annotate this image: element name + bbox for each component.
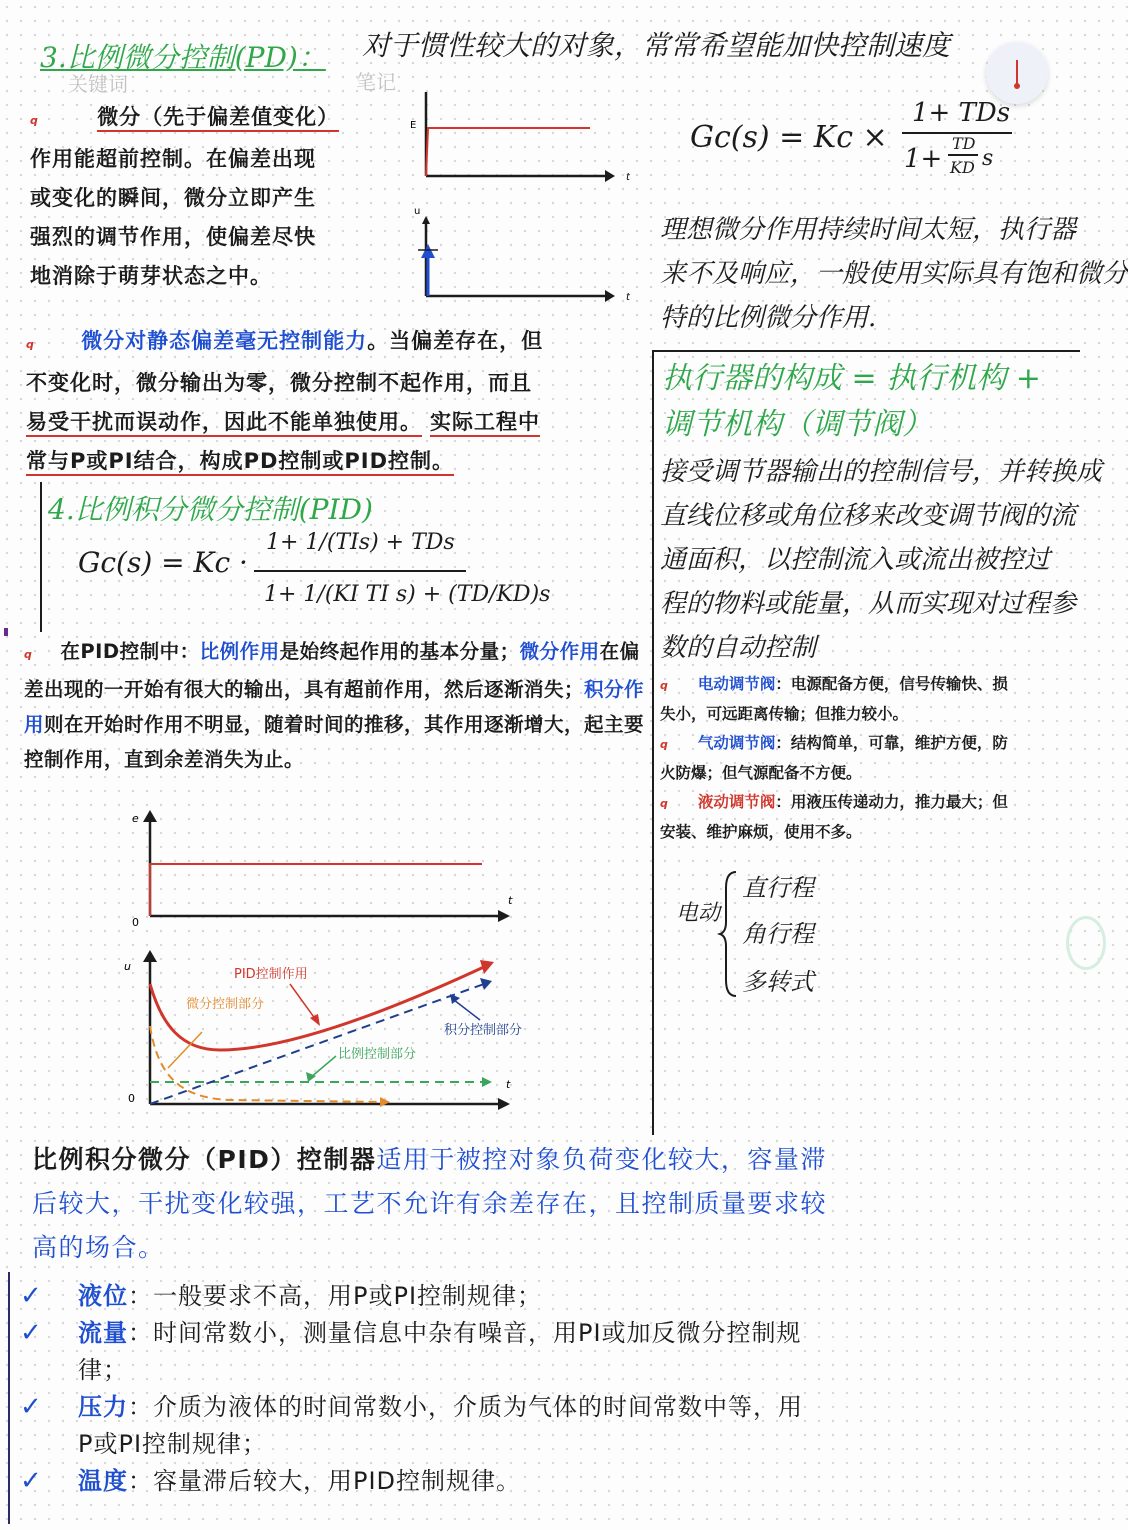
pd-formula-den-frac-den: KD bbox=[950, 158, 975, 177]
derivative-line-3: 强烈的调节作用，使偏差尽快 bbox=[30, 225, 316, 249]
valve-hydraulic-desc-1: ：用液压传递动力，推力最大；但 bbox=[775, 793, 1008, 811]
pd-note-line-3: 特的比例微分作用. bbox=[660, 303, 877, 333]
rec-key-temperature: 温度 bbox=[78, 1467, 128, 1495]
rec-text-pressure: ：介质为液体的时间常数小，介质为气体的时间常数中等，用P或PI控制规律； bbox=[78, 1393, 803, 1458]
chart-pid-label: PID控制作用 bbox=[234, 967, 308, 982]
column-divider bbox=[652, 350, 654, 1135]
actuator-title-line-2: 调节机构（调节阀） bbox=[662, 407, 932, 442]
pid-formula-numerator: 1+ 1/(TIs) + TDs bbox=[266, 530, 455, 555]
pid-desc-derivative: 微分作用 bbox=[519, 640, 600, 663]
chart-zero-label-bottom: 0 bbox=[128, 1092, 135, 1105]
pid-response-chart bbox=[110, 806, 580, 1118]
actuator-desc-line-3: 通面积，以控制流入或流出被控过 bbox=[660, 545, 1051, 575]
pd-inner-fraction-bar bbox=[948, 154, 978, 156]
bullet-marker: q bbox=[30, 114, 39, 127]
recommendation-item bbox=[20, 1278, 810, 1315]
graph-u-label: u bbox=[414, 206, 421, 217]
check-icon: ✓ bbox=[20, 1318, 43, 1348]
pd-formula-den-b: s bbox=[982, 146, 994, 171]
static-error-line-2: 不变化时，微分输出为零，微分控制不起作用，而且 bbox=[26, 371, 532, 395]
pd-formula-den-frac-num: TD bbox=[952, 134, 976, 153]
pid-desc-proportional: 比例作用 bbox=[199, 640, 280, 663]
actuator-desc-line-1: 接受调节器输出的控制信号，并转换成 bbox=[660, 457, 1103, 487]
stroke-group-label: 电动 bbox=[676, 901, 721, 926]
static-error-highlight: 微分对静态偏差毫无控制能力 bbox=[81, 329, 368, 353]
pid-summary-subject: 比例积分微分（PID）控制器 bbox=[32, 1145, 377, 1174]
edge-scroll-handle[interactable] bbox=[1066, 916, 1106, 970]
brace-icon bbox=[718, 868, 740, 1000]
chart-t-label-top: t bbox=[508, 894, 513, 907]
pid-formula-denominator: 1+ 1/(KI TI s) + (TD/KD)s bbox=[264, 582, 551, 607]
stroke-type-linear: 直行程 bbox=[742, 874, 814, 902]
stroke-types bbox=[676, 866, 876, 1006]
pd-note bbox=[660, 208, 1128, 340]
valve-list bbox=[660, 670, 1080, 847]
check-icon: ✓ bbox=[20, 1281, 43, 1311]
recommendation-item bbox=[20, 1463, 810, 1500]
chart-u-label: u bbox=[124, 960, 131, 973]
recommendation-item bbox=[20, 1315, 810, 1389]
pd-formula bbox=[690, 98, 1050, 194]
derivative-block bbox=[30, 98, 390, 296]
graph-t-label-bottom: t bbox=[626, 292, 630, 303]
chart-zero-label-top: 0 bbox=[132, 916, 139, 929]
recommendation-list bbox=[20, 1278, 810, 1500]
valve-pneumatic-name: 气动调节阀 bbox=[697, 734, 776, 752]
valve-electric-name: 电动调节阀 bbox=[697, 675, 776, 693]
graph-t-label-top: t bbox=[626, 172, 630, 183]
actuator-desc bbox=[660, 450, 1103, 670]
valve-pneumatic-desc-1: ：结构简单，可靠，维护方便，防 bbox=[775, 734, 1008, 752]
pid-summary-applicability: 适用于被控对象负荷变化较大，容量滞后较大，干扰变化较强，工艺不允许有余差存在，且控制质量要求较高的场合。 bbox=[32, 1145, 828, 1262]
pen-icon bbox=[986, 42, 1048, 104]
margin-mark bbox=[4, 628, 8, 636]
chart-integral-label: 积分控制部分 bbox=[444, 1023, 523, 1038]
stroke-type-multiturn: 多转式 bbox=[742, 968, 814, 996]
pd-note-line-2: 来不及响应，一般使用实际具有饱和微分 bbox=[660, 259, 1128, 289]
bullet-marker: q bbox=[660, 797, 668, 810]
check-icon: ✓ bbox=[20, 1466, 43, 1496]
bullet-marker: q bbox=[660, 738, 668, 751]
valve-electric-desc-2: 失小，可远距离传输；但推力较小。 bbox=[660, 705, 909, 723]
actuator-title bbox=[662, 356, 1080, 448]
chart-t-label-bottom: t bbox=[506, 1078, 511, 1091]
pd-formula-den-a: 1+ bbox=[904, 144, 943, 174]
faint-note-label: 笔记 bbox=[356, 70, 396, 94]
recommendation-item bbox=[20, 1389, 810, 1463]
static-error-line-3b: 实际工程中 bbox=[430, 410, 540, 437]
valve-hydraulic-desc-2: 安装、维护麻烦，使用不多。 bbox=[660, 823, 862, 841]
pid-description bbox=[24, 634, 652, 777]
valve-pneumatic-desc-2: 火防爆；但气源配备不方便。 bbox=[660, 764, 862, 782]
graph-e-label: E bbox=[410, 120, 417, 131]
pid-fraction-bar bbox=[254, 570, 466, 572]
static-error-line-4: 常与P或PI结合，构成PD控制或PID控制。 bbox=[26, 449, 454, 476]
derivative-line-1: 作用能超前控制。在偏差出现 bbox=[30, 147, 316, 171]
bullet-marker: q bbox=[26, 338, 35, 351]
rec-key-flow: 流量 bbox=[78, 1319, 128, 1347]
actuator-desc-line-2: 直线位移或角位移来改变调节阀的流 bbox=[660, 501, 1077, 531]
pid-formula-lhs: Gc(s) = Kc · bbox=[78, 546, 248, 579]
pid-desc-part-e: 则在开始时作用不明显，随着时间的推移，其作用逐渐增大，起主要控制作用，直到余差消失为止。 bbox=[24, 713, 645, 771]
rec-text-flow: ：时间常数小，测量信息中杂有噪音，用PI或加反微分控制规律； bbox=[78, 1319, 802, 1384]
recommend-left-rule bbox=[8, 1272, 10, 1524]
rec-text-level: ：一般要求不高，用P或PI控制规律； bbox=[128, 1282, 543, 1310]
rec-key-pressure: 压力 bbox=[78, 1393, 128, 1421]
derivative-line-4: 地消除于萌芽状态之中。 bbox=[30, 264, 272, 288]
actuator-top-rule bbox=[652, 350, 1080, 352]
pid-desc-intro: 在PID控制中： bbox=[60, 640, 200, 663]
static-error-line-1: 。当偏差存在，但 bbox=[367, 329, 544, 353]
bullet-marker: q bbox=[660, 679, 668, 692]
pid-desc-integral: 积分作用 bbox=[24, 678, 645, 736]
pid-desc-part-c: 在偏差出现的一开始有很大的输出，具有超前作用，然后逐渐消失； bbox=[24, 640, 640, 701]
section3-note: 对于惯性较大的对象，常常希望能加快控制速度 bbox=[362, 29, 951, 62]
actuator-title-line-1: 执行器的构成 = 执行机构 + bbox=[662, 361, 1041, 396]
pd-formula-lhs: Gc(s) = Kc × bbox=[690, 120, 888, 155]
chart-derivative-label: 微分控制部分 bbox=[186, 997, 265, 1012]
derivative-heading: 微分（先于偏差值变化） bbox=[97, 105, 339, 132]
derivative-line-2: 或变化的瞬间，微分立即产生 bbox=[30, 186, 316, 210]
faint-keyword-label: 关键词 bbox=[68, 72, 128, 96]
pid-desc-part-b: 是始终起作用的基本分量； bbox=[279, 640, 520, 663]
check-icon: ✓ bbox=[20, 1392, 43, 1422]
static-error-line-3a: 易受干扰而误动作，因此不能单独使用。 bbox=[26, 410, 422, 437]
valve-hydraulic-name: 液动调节阀 bbox=[697, 793, 776, 811]
pid-summary bbox=[32, 1138, 832, 1270]
section3-title: 3.比例微分控制(PD)： bbox=[40, 41, 326, 74]
rec-text-temperature: ：容量滞后较大，用PID控制规律。 bbox=[128, 1467, 522, 1495]
rec-key-level: 液位 bbox=[78, 1282, 128, 1310]
stroke-type-angular: 角行程 bbox=[742, 920, 814, 948]
actuator-desc-line-5: 数的自动控制 bbox=[660, 633, 817, 663]
pid-title: 4.比例积分微分控制(PID) bbox=[48, 493, 373, 526]
chart-e-label: e bbox=[132, 812, 139, 825]
derivative-step-graphs bbox=[400, 88, 650, 308]
valve-electric-desc-1: ：电源配备方便，信号传输快、损 bbox=[775, 675, 1008, 693]
bullet-marker: q bbox=[24, 648, 33, 661]
pid-left-rule bbox=[40, 482, 42, 632]
floating-pen-button[interactable] bbox=[986, 42, 1048, 104]
pid-formula bbox=[78, 524, 551, 634]
static-error-block bbox=[26, 322, 646, 481]
actuator-desc-line-4: 程的物料或能量，从而实现对过程参 bbox=[660, 589, 1077, 619]
chart-proportional-label: 比例控制部分 bbox=[338, 1047, 417, 1062]
pd-note-line-1: 理想微分作用持续时间太短，执行器 bbox=[660, 215, 1077, 245]
pd-formula-numerator: 1+ TDs bbox=[912, 98, 1011, 128]
